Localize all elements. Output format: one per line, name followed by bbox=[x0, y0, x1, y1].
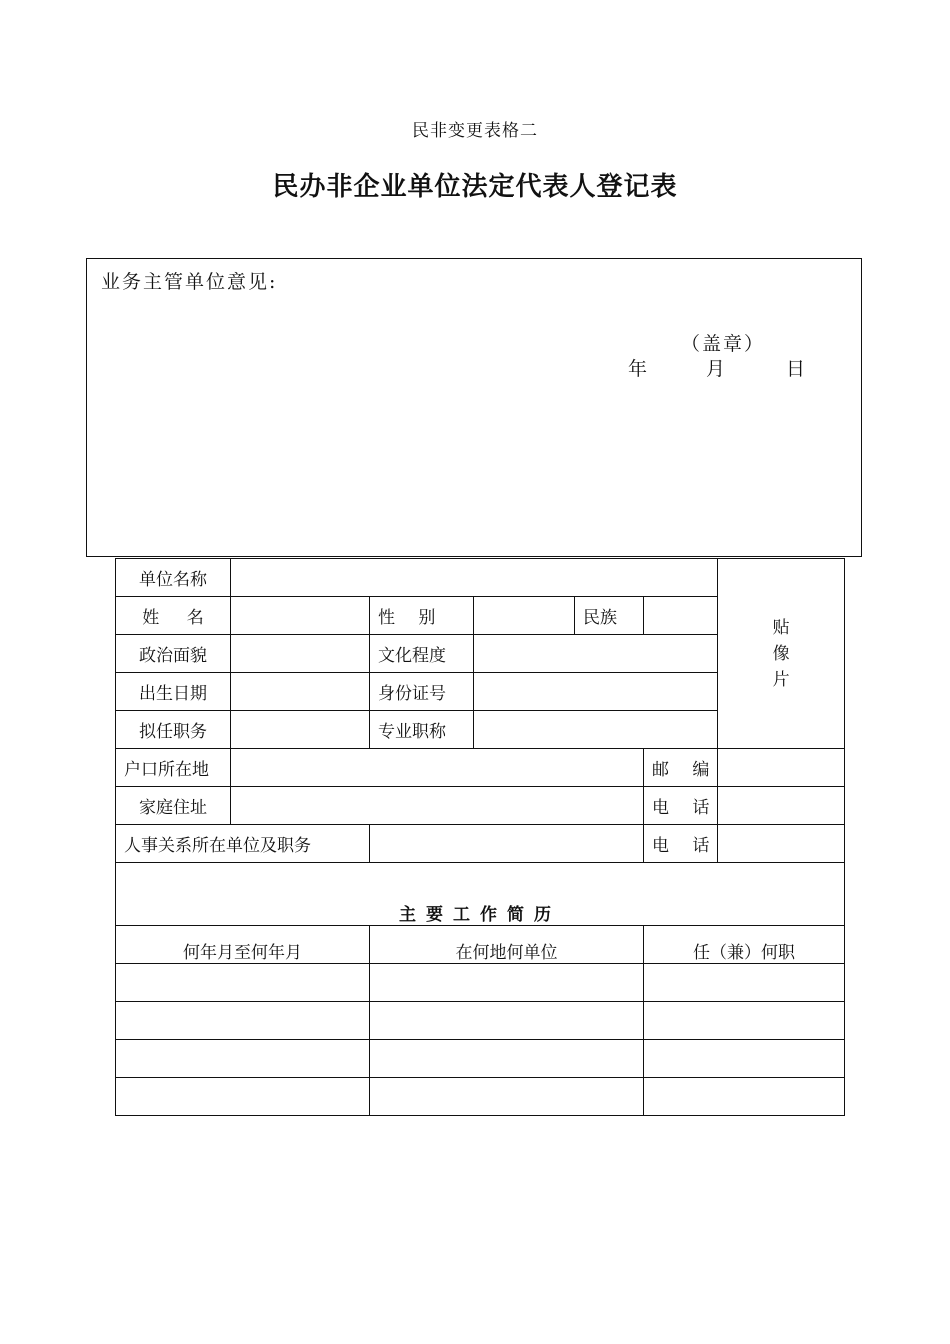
table-row bbox=[116, 825, 845, 863]
photo-label-char: 片 bbox=[772, 669, 790, 690]
table-row bbox=[116, 749, 845, 787]
education-field[interactable] bbox=[474, 635, 718, 673]
resume-unit-field[interactable] bbox=[370, 1078, 644, 1116]
photo-label-char: 贴 bbox=[772, 617, 790, 638]
table-row bbox=[116, 863, 845, 926]
home-address-label: 家庭住址 bbox=[116, 787, 231, 825]
supervisor-opinion-label: 业务主管单位意见: bbox=[101, 271, 278, 293]
hr-relation-field[interactable] bbox=[370, 825, 644, 863]
birth-date-label: 出生日期 bbox=[116, 673, 231, 711]
home-phone-field[interactable] bbox=[718, 787, 845, 825]
gender-label: 性 别 bbox=[370, 597, 474, 635]
date-month-label: 月 bbox=[706, 358, 726, 380]
date-year-label: 年 bbox=[628, 358, 648, 380]
unit-name-label: 单位名称 bbox=[116, 559, 231, 597]
resume-role-field[interactable] bbox=[644, 1040, 845, 1078]
id-number-field[interactable] bbox=[474, 673, 718, 711]
home-address-field[interactable] bbox=[231, 787, 644, 825]
photo-label-char: 像 bbox=[772, 643, 790, 664]
position-field[interactable] bbox=[231, 711, 370, 749]
table-row bbox=[116, 559, 845, 597]
resume-unit-field[interactable] bbox=[370, 1002, 644, 1040]
hukou-label: 户口所在地 bbox=[116, 749, 231, 787]
resume-role-field[interactable] bbox=[644, 964, 845, 1002]
table-row bbox=[116, 1078, 845, 1116]
table-row bbox=[116, 964, 845, 1002]
gender-field[interactable] bbox=[474, 597, 575, 635]
resume-period-field[interactable] bbox=[116, 1078, 370, 1116]
professional-title-field[interactable] bbox=[474, 711, 718, 749]
phone-label: 电 话 bbox=[644, 787, 718, 825]
political-status-label: 政治面貌 bbox=[116, 635, 231, 673]
professional-title-label: 专业职称 bbox=[370, 711, 474, 749]
date-day-label: 日 bbox=[786, 358, 806, 380]
form-number: 民非变更表格二 bbox=[412, 121, 538, 141]
name-label: 姓 名 bbox=[116, 597, 231, 635]
id-number-label: 身份证号 bbox=[370, 673, 474, 711]
ethnicity-field[interactable] bbox=[644, 597, 718, 635]
resume-unit-field[interactable] bbox=[370, 1040, 644, 1078]
ethnicity-label: 民族 bbox=[575, 597, 644, 635]
table-row bbox=[116, 1002, 845, 1040]
hukou-field[interactable] bbox=[231, 749, 644, 787]
resume-role-field[interactable] bbox=[644, 1002, 845, 1040]
resume-role-field[interactable] bbox=[644, 1078, 845, 1116]
postcode-field[interactable] bbox=[718, 749, 845, 787]
table-row bbox=[116, 1040, 845, 1078]
table-row bbox=[116, 926, 845, 964]
photo-area bbox=[718, 559, 845, 749]
position-label: 拟任职务 bbox=[116, 711, 231, 749]
resume-unit-header: 在何地何单位 bbox=[370, 926, 644, 964]
page-title: 民办非企业单位法定代表人登记表 bbox=[272, 172, 678, 202]
resume-unit-field[interactable] bbox=[370, 964, 644, 1002]
supervisor-opinion-box bbox=[86, 258, 862, 557]
registration-table bbox=[115, 558, 845, 1116]
education-label: 文化程度 bbox=[370, 635, 474, 673]
postcode-label: 邮 编 bbox=[644, 749, 718, 787]
resume-period-header: 何年月至何年月 bbox=[116, 926, 370, 964]
political-status-field[interactable] bbox=[231, 635, 370, 673]
resume-period-field[interactable] bbox=[116, 964, 370, 1002]
phone-label: 电 话 bbox=[644, 825, 718, 863]
resume-section-title: 主要工作简历 bbox=[116, 863, 845, 926]
seal-label: （盖章） bbox=[681, 333, 766, 355]
resume-period-field[interactable] bbox=[116, 1040, 370, 1078]
unit-name-field[interactable] bbox=[231, 559, 718, 597]
birth-date-field[interactable] bbox=[231, 673, 370, 711]
work-phone-field[interactable] bbox=[718, 825, 845, 863]
table-row bbox=[116, 787, 845, 825]
resume-period-field[interactable] bbox=[116, 1002, 370, 1040]
resume-role-header: 任（兼）何职 bbox=[644, 926, 845, 964]
name-field[interactable] bbox=[231, 597, 370, 635]
hr-relation-label: 人事关系所在单位及职务 bbox=[116, 825, 370, 863]
